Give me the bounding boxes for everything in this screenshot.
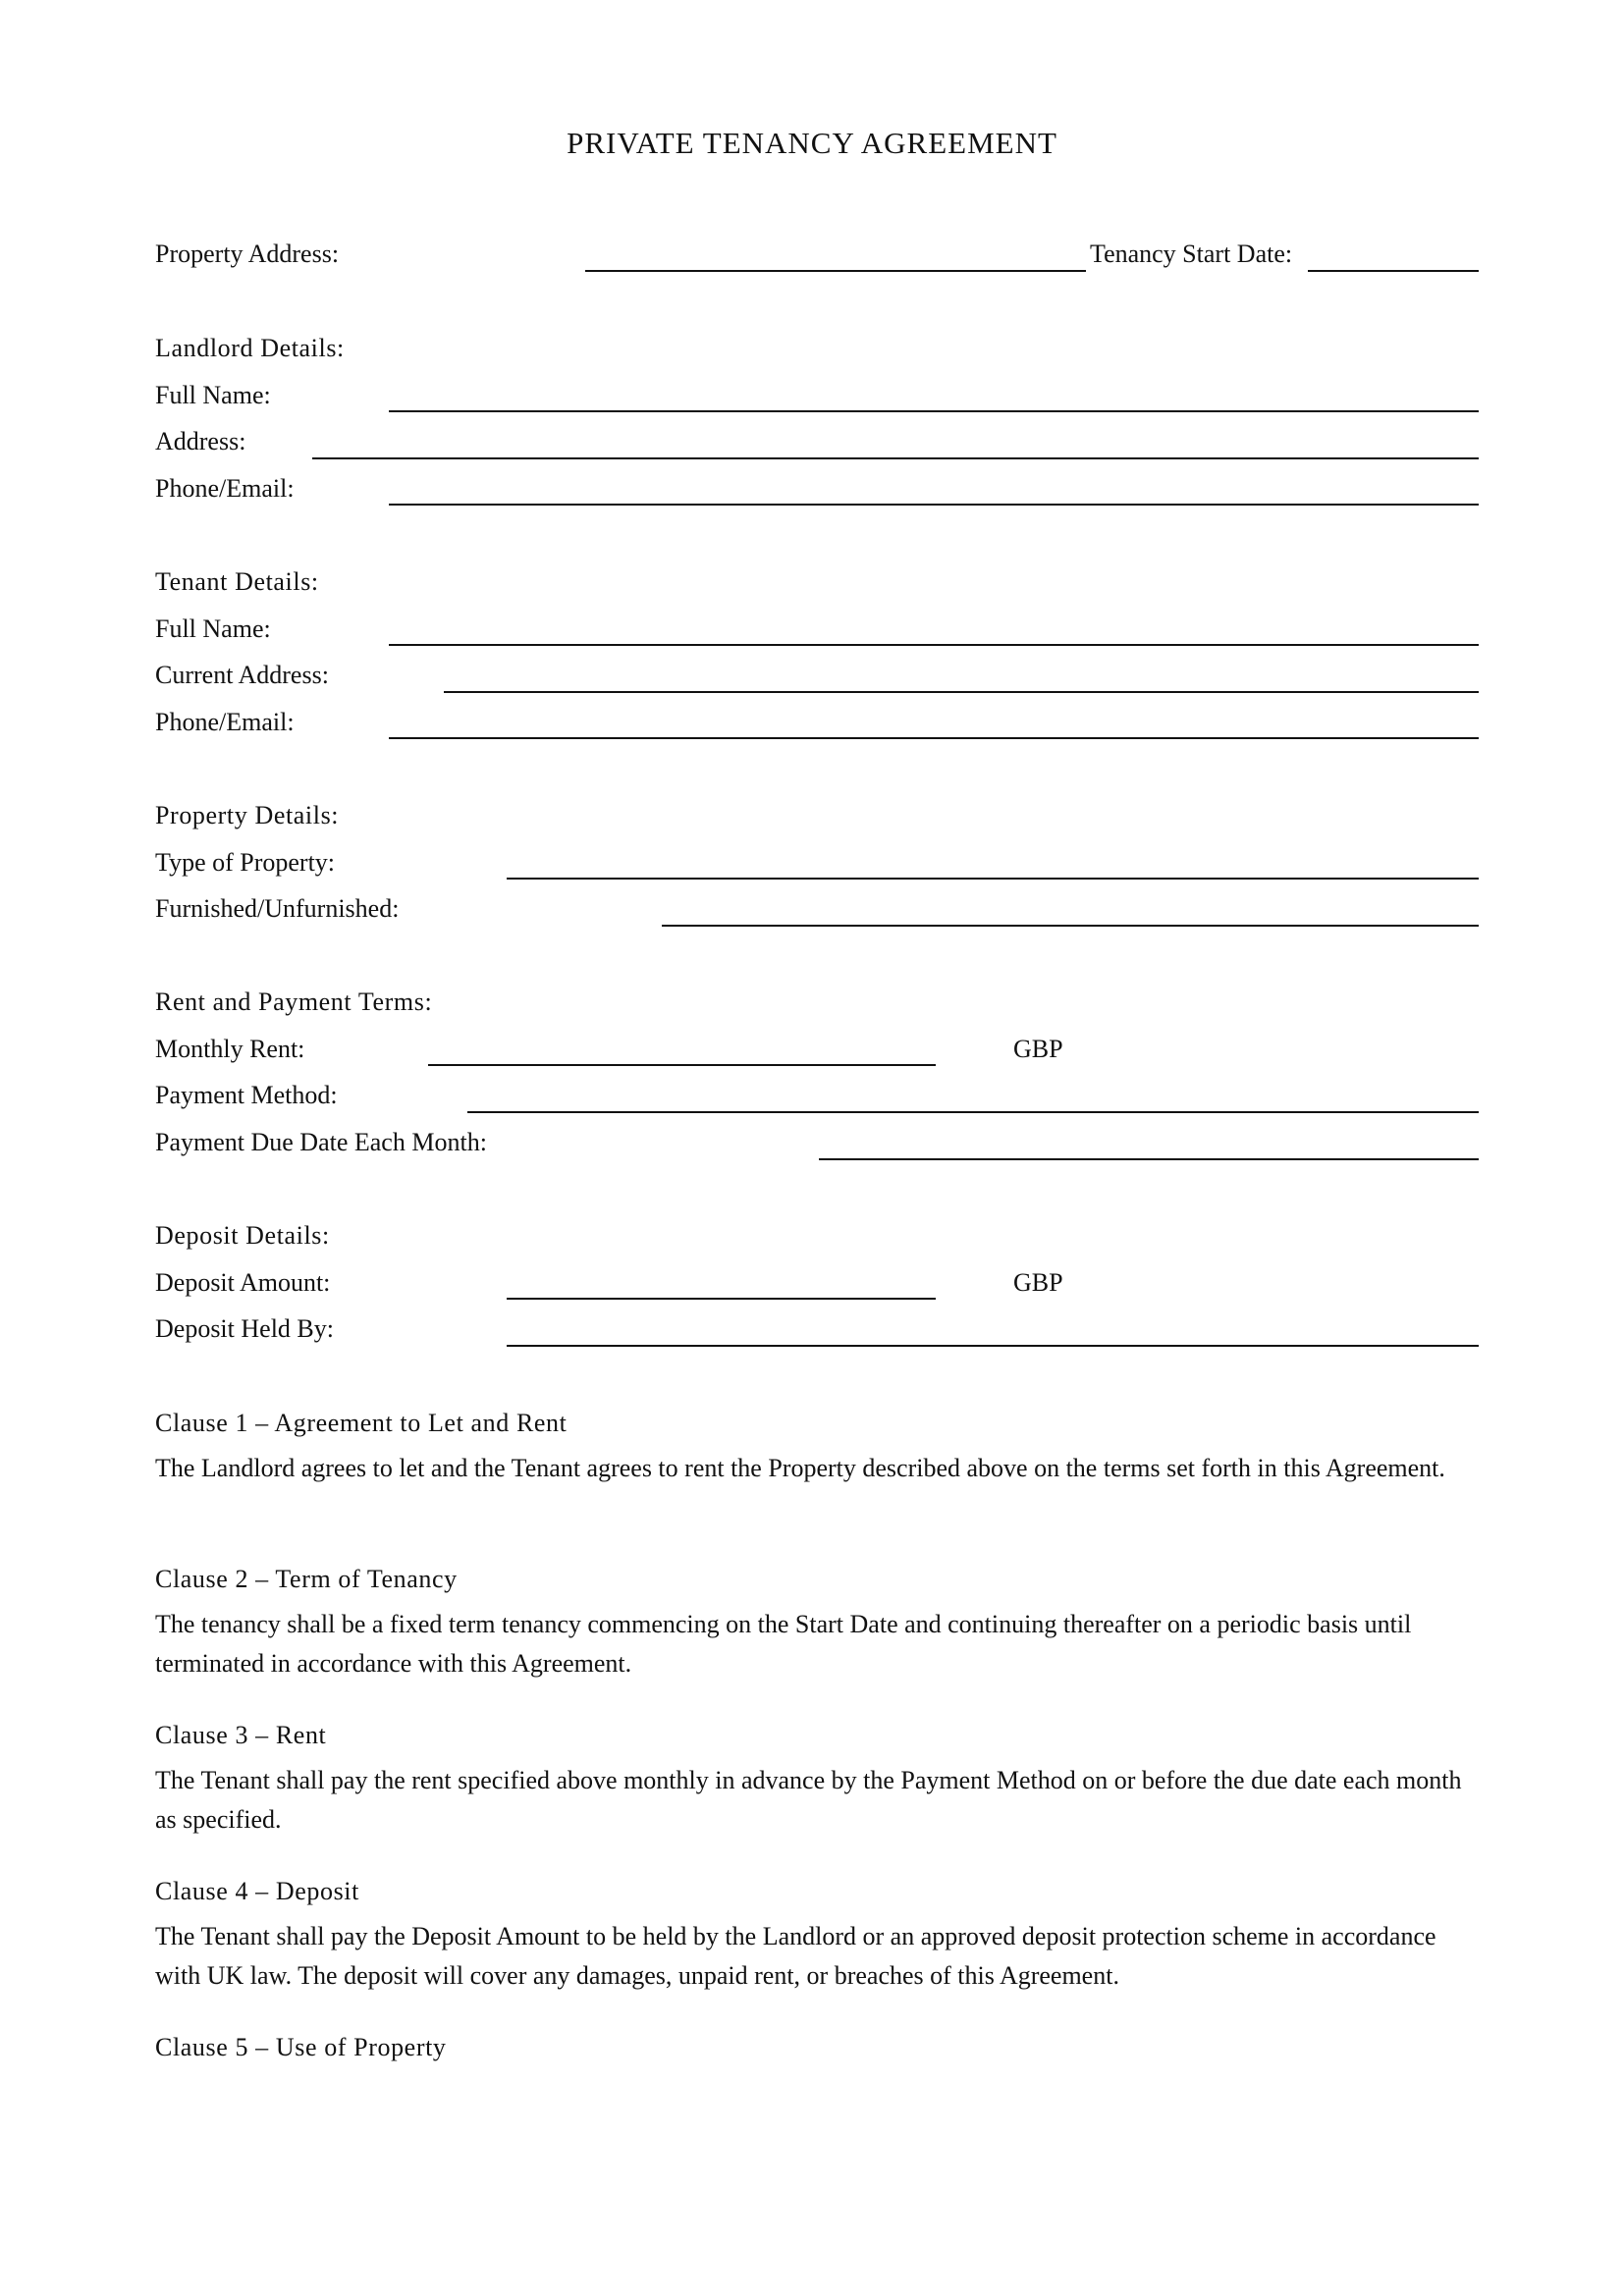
deposit-held-by-label: Deposit Held By:: [155, 1314, 334, 1343]
landlord-address-label: Address:: [155, 427, 246, 455]
landlord-phone-email-label: Phone/Email:: [155, 474, 295, 503]
payment-method-label: Payment Method:: [155, 1081, 338, 1109]
clause-4-text: The Tenant shall pay the Deposit Amount to be held by the Landlord or an approved deposit protection scheme in accordance with UK law. The deposit will cover any damages, unpaid rent, or breaches of this Agreement.: [155, 1922, 1436, 1990]
property-address-field[interactable]: [585, 270, 1086, 272]
property-address-label: Property Address:: [155, 240, 340, 268]
landlord-full-name-field[interactable]: [389, 410, 1479, 412]
clause-2-text: The tenancy shall be a fixed term tenancy commencing on the Start Date and continuing thereafter on a periodic basis until terminated in accordance with this Agreement.: [155, 1610, 1412, 1678]
clause-3-heading: Clause 3 – Rent: [155, 1721, 327, 1749]
property-details-heading: Property Details:: [155, 801, 340, 829]
monthly-rent-label: Monthly Rent:: [155, 1035, 305, 1063]
clause-3-text: The Tenant shall pay the rent specified above monthly in advance by the Payment Method on or before the due date each month as specified.: [155, 1766, 1462, 1834]
tenancy-start-date-label: Tenancy Start Date:: [1090, 240, 1293, 268]
deposit-amount-label: Deposit Amount:: [155, 1268, 331, 1297]
deposit-held-by-field[interactable]: [507, 1345, 1479, 1347]
deposit-details-heading: Deposit Details:: [155, 1221, 330, 1250]
payment-due-date-field[interactable]: [819, 1158, 1479, 1160]
landlord-full-name-label: Full Name:: [155, 381, 271, 409]
clause-1-text: The Landlord agrees to let and the Tenant agrees to rent the Property described above on the terms set forth in this Agreement.: [155, 1454, 1445, 1482]
deposit-currency: GBP: [1013, 1268, 1063, 1297]
furnished-label: Furnished/Unfurnished:: [155, 894, 400, 923]
monthly-rent-currency: GBP: [1013, 1035, 1063, 1063]
payment-method-field[interactable]: [467, 1111, 1479, 1113]
monthly-rent-field[interactable]: [428, 1064, 936, 1066]
clause-1-heading: Clause 1 – Agreement to Let and Rent: [155, 1409, 568, 1437]
tenant-details-heading: Tenant Details:: [155, 567, 319, 596]
deposit-amount-field[interactable]: [507, 1298, 936, 1300]
document-title: PRIVATE TENANCY AGREEMENT: [567, 126, 1057, 160]
furnished-field[interactable]: [662, 925, 1479, 927]
property-type-field[interactable]: [507, 878, 1479, 880]
landlord-phone-email-field[interactable]: [389, 504, 1479, 506]
clause-4-heading: Clause 4 – Deposit: [155, 1877, 359, 1905]
tenant-full-name-label: Full Name:: [155, 614, 271, 643]
rent-terms-heading: Rent and Payment Terms:: [155, 988, 433, 1016]
landlord-details-heading: Landlord Details:: [155, 334, 345, 362]
tenant-phone-email-label: Phone/Email:: [155, 708, 295, 736]
landlord-address-field[interactable]: [312, 457, 1479, 459]
tenant-current-address-field[interactable]: [444, 691, 1479, 693]
tenant-full-name-field[interactable]: [389, 644, 1479, 646]
property-type-label: Type of Property:: [155, 848, 336, 877]
tenant-current-address-label: Current Address:: [155, 661, 329, 689]
tenant-phone-email-field[interactable]: [389, 737, 1479, 739]
tenancy-start-date-field[interactable]: [1308, 270, 1479, 272]
payment-due-date-label: Payment Due Date Each Month:: [155, 1128, 487, 1156]
clause-5-heading: Clause 5 – Use of Property: [155, 2033, 447, 2061]
clause-2-heading: Clause 2 – Term of Tenancy: [155, 1565, 458, 1593]
